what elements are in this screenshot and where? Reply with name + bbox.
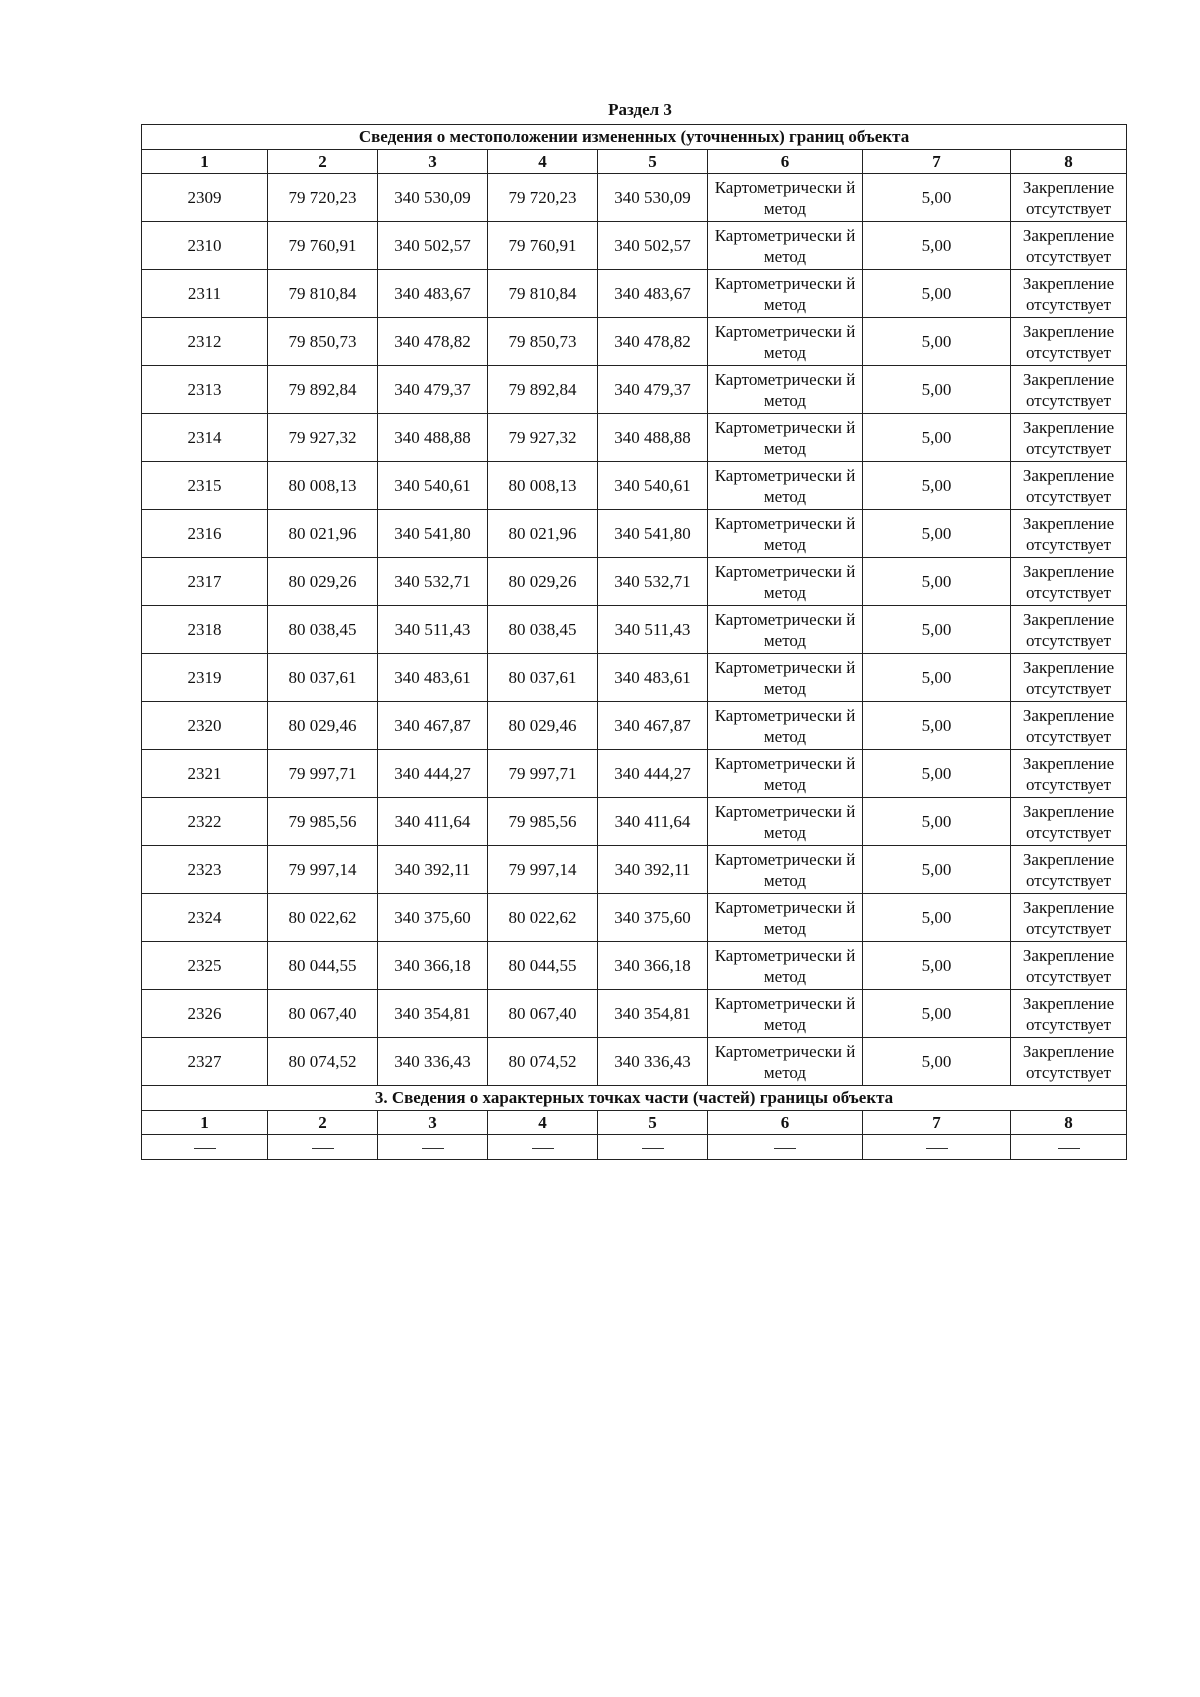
- method-cell: Картометрически й метод: [708, 702, 863, 750]
- method-cell: Картометрически й метод: [708, 894, 863, 942]
- column-number: 5: [598, 1111, 708, 1135]
- empty-cell: [1011, 1135, 1127, 1160]
- table-row: [142, 462, 1127, 510]
- table-row: [142, 558, 1127, 606]
- table-row: [142, 846, 1127, 894]
- x-coordinate-cell: 79 997,71: [268, 750, 378, 798]
- accuracy-cell: 5,00: [863, 270, 1011, 318]
- table-row: [142, 894, 1127, 942]
- fixing-cell: Закрепление отсутствует: [1011, 414, 1127, 462]
- y-coordinate-cell: 340 354,81: [598, 990, 708, 1038]
- table-row: [142, 366, 1127, 414]
- y-coordinate-cell: 340 411,64: [378, 798, 488, 846]
- accuracy-cell: 5,00: [863, 606, 1011, 654]
- x-coordinate-cell: 79 850,73: [268, 318, 378, 366]
- table-row: [142, 414, 1127, 462]
- table-row: [142, 702, 1127, 750]
- fixing-cell: Закрепление отсутствует: [1011, 318, 1127, 366]
- x-coordinate-cell: 79 927,32: [268, 414, 378, 462]
- dash-mark: [312, 1148, 334, 1149]
- empty-cell: [488, 1135, 598, 1160]
- x-coordinate-cell: 80 044,55: [488, 942, 598, 990]
- y-coordinate-cell: 340 336,43: [378, 1038, 488, 1086]
- y-coordinate-cell: 340 483,61: [378, 654, 488, 702]
- accuracy-cell: 5,00: [863, 654, 1011, 702]
- column-number: 4: [488, 1111, 598, 1135]
- x-coordinate-cell: 80 021,96: [268, 510, 378, 558]
- x-coordinate-cell: 80 021,96: [488, 510, 598, 558]
- empty-cell: [708, 1135, 863, 1160]
- subsection-title-row: [142, 1086, 1127, 1111]
- column-number: 7: [863, 150, 1011, 174]
- point-number-cell: 2315: [142, 462, 268, 510]
- y-coordinate-cell: 340 511,43: [378, 606, 488, 654]
- x-coordinate-cell: 79 927,32: [488, 414, 598, 462]
- point-number-cell: 2324: [142, 894, 268, 942]
- dash-mark: [422, 1148, 444, 1149]
- fixing-cell: Закрепление отсутствует: [1011, 558, 1127, 606]
- empty-cell: [142, 1135, 268, 1160]
- y-coordinate-cell: 340 502,57: [598, 222, 708, 270]
- x-coordinate-cell: 79 810,84: [488, 270, 598, 318]
- x-coordinate-cell: 80 074,52: [488, 1038, 598, 1086]
- point-number-cell: 2310: [142, 222, 268, 270]
- y-coordinate-cell: 340 540,61: [598, 462, 708, 510]
- accuracy-cell: 5,00: [863, 174, 1011, 222]
- accuracy-cell: 5,00: [863, 558, 1011, 606]
- x-coordinate-cell: 79 985,56: [488, 798, 598, 846]
- fixing-cell: Закрепление отсутствует: [1011, 942, 1127, 990]
- column-number-row: [142, 150, 1127, 174]
- fixing-cell: Закрепление отсутствует: [1011, 654, 1127, 702]
- accuracy-cell: 5,00: [863, 990, 1011, 1038]
- method-cell: Картометрически й метод: [708, 174, 863, 222]
- y-coordinate-cell: 340 541,80: [378, 510, 488, 558]
- accuracy-cell: 5,00: [863, 318, 1011, 366]
- method-cell: Картометрически й метод: [708, 462, 863, 510]
- table-row: [142, 750, 1127, 798]
- table-row: [142, 990, 1127, 1038]
- y-coordinate-cell: 340 541,80: [598, 510, 708, 558]
- fixing-cell: Закрепление отсутствует: [1011, 798, 1127, 846]
- point-number-cell: 2316: [142, 510, 268, 558]
- table-row: [142, 654, 1127, 702]
- y-coordinate-cell: 340 532,71: [378, 558, 488, 606]
- y-coordinate-cell: 340 488,88: [378, 414, 488, 462]
- accuracy-cell: 5,00: [863, 750, 1011, 798]
- point-number-cell: 2321: [142, 750, 268, 798]
- accuracy-cell: 5,00: [863, 510, 1011, 558]
- table-row: [142, 510, 1127, 558]
- y-coordinate-cell: 340 483,67: [378, 270, 488, 318]
- point-number-cell: 2327: [142, 1038, 268, 1086]
- column-number: 2: [268, 150, 378, 174]
- x-coordinate-cell: 79 850,73: [488, 318, 598, 366]
- table-title-row: [142, 125, 1127, 150]
- section-heading: Раздел 3: [608, 100, 672, 119]
- fixing-cell: Закрепление отсутствует: [1011, 1038, 1127, 1086]
- x-coordinate-cell: 79 997,14: [488, 846, 598, 894]
- accuracy-cell: 5,00: [863, 702, 1011, 750]
- x-coordinate-cell: 79 810,84: [268, 270, 378, 318]
- y-coordinate-cell: 340 392,11: [378, 846, 488, 894]
- fixing-cell: Закрепление отсутствует: [1011, 846, 1127, 894]
- empty-cell: [268, 1135, 378, 1160]
- y-coordinate-cell: 340 483,67: [598, 270, 708, 318]
- point-number-cell: 2314: [142, 414, 268, 462]
- column-number: 3: [378, 1111, 488, 1135]
- empty-cell: [378, 1135, 488, 1160]
- column-number: 6: [708, 1111, 863, 1135]
- y-coordinate-cell: 340 483,61: [598, 654, 708, 702]
- empty-row: [142, 1135, 1127, 1160]
- table-row: [142, 174, 1127, 222]
- method-cell: Картометрически й метод: [708, 558, 863, 606]
- point-number-cell: 2318: [142, 606, 268, 654]
- fixing-cell: Закрепление отсутствует: [1011, 222, 1127, 270]
- column-number: 3: [378, 150, 488, 174]
- point-number-cell: 2325: [142, 942, 268, 990]
- table-row: [142, 270, 1127, 318]
- fixing-cell: Закрепление отсутствует: [1011, 510, 1127, 558]
- x-coordinate-cell: 80 008,13: [268, 462, 378, 510]
- method-cell: Картометрически й метод: [708, 606, 863, 654]
- y-coordinate-cell: 340 478,82: [378, 318, 488, 366]
- method-cell: Картометрически й метод: [708, 318, 863, 366]
- method-cell: Картометрически й метод: [708, 1038, 863, 1086]
- table-row: [142, 318, 1127, 366]
- table-row: [142, 798, 1127, 846]
- accuracy-cell: 5,00: [863, 894, 1011, 942]
- accuracy-cell: 5,00: [863, 462, 1011, 510]
- x-coordinate-cell: 80 067,40: [268, 990, 378, 1038]
- x-coordinate-cell: 79 997,14: [268, 846, 378, 894]
- accuracy-cell: 5,00: [863, 798, 1011, 846]
- method-cell: Картометрически й метод: [708, 990, 863, 1038]
- dash-mark: [194, 1148, 216, 1149]
- x-coordinate-cell: 79 985,56: [268, 798, 378, 846]
- y-coordinate-cell: 340 511,43: [598, 606, 708, 654]
- fixing-cell: Закрепление отсутствует: [1011, 366, 1127, 414]
- y-coordinate-cell: 340 530,09: [598, 174, 708, 222]
- fixing-cell: Закрепление отсутствует: [1011, 990, 1127, 1038]
- point-number-cell: 2326: [142, 990, 268, 1038]
- x-coordinate-cell: 79 720,23: [488, 174, 598, 222]
- column-number: 1: [142, 150, 268, 174]
- method-cell: Картометрически й метод: [708, 510, 863, 558]
- accuracy-cell: 5,00: [863, 366, 1011, 414]
- y-coordinate-cell: 340 366,18: [378, 942, 488, 990]
- column-number: 4: [488, 150, 598, 174]
- x-coordinate-cell: 80 022,62: [488, 894, 598, 942]
- column-number: 8: [1011, 150, 1127, 174]
- x-coordinate-cell: 79 892,84: [488, 366, 598, 414]
- x-coordinate-cell: 79 997,71: [488, 750, 598, 798]
- column-number: 8: [1011, 1111, 1127, 1135]
- point-number-cell: 2312: [142, 318, 268, 366]
- column-number: 7: [863, 1111, 1011, 1135]
- y-coordinate-cell: 340 467,87: [598, 702, 708, 750]
- method-cell: Картометрически й метод: [708, 366, 863, 414]
- y-coordinate-cell: 340 366,18: [598, 942, 708, 990]
- method-cell: Картометрически й метод: [708, 414, 863, 462]
- x-coordinate-cell: 80 029,46: [488, 702, 598, 750]
- y-coordinate-cell: 340 530,09: [378, 174, 488, 222]
- point-number-cell: 2313: [142, 366, 268, 414]
- accuracy-cell: 5,00: [863, 942, 1011, 990]
- method-cell: Картометрически й метод: [708, 270, 863, 318]
- column-number: 6: [708, 150, 863, 174]
- y-coordinate-cell: 340 478,82: [598, 318, 708, 366]
- fixing-cell: Закрепление отсутствует: [1011, 606, 1127, 654]
- table-row: [142, 1038, 1127, 1086]
- column-number: 5: [598, 150, 708, 174]
- y-coordinate-cell: 340 375,60: [378, 894, 488, 942]
- method-cell: Картометрически й метод: [708, 846, 863, 894]
- method-cell: Картометрически й метод: [708, 654, 863, 702]
- x-coordinate-cell: 80 029,26: [488, 558, 598, 606]
- y-coordinate-cell: 340 540,61: [378, 462, 488, 510]
- column-number: 1: [142, 1111, 268, 1135]
- fixing-cell: Закрепление отсутствует: [1011, 462, 1127, 510]
- accuracy-cell: 5,00: [863, 846, 1011, 894]
- boundary-coordinates-table: [141, 124, 1127, 1160]
- point-number-cell: 2319: [142, 654, 268, 702]
- y-coordinate-cell: 340 444,27: [378, 750, 488, 798]
- point-number-cell: 2311: [142, 270, 268, 318]
- dash-mark: [642, 1148, 664, 1149]
- y-coordinate-cell: 340 375,60: [598, 894, 708, 942]
- x-coordinate-cell: 80 029,26: [268, 558, 378, 606]
- method-cell: Картометрически й метод: [708, 798, 863, 846]
- dash-mark: [926, 1148, 948, 1149]
- accuracy-cell: 5,00: [863, 1038, 1011, 1086]
- x-coordinate-cell: 79 892,84: [268, 366, 378, 414]
- x-coordinate-cell: 80 037,61: [488, 654, 598, 702]
- y-coordinate-cell: 340 488,88: [598, 414, 708, 462]
- x-coordinate-cell: 80 008,13: [488, 462, 598, 510]
- subsection-title: 3. Сведения о характерных точках части (частей) границы объекта: [142, 1086, 1127, 1111]
- y-coordinate-cell: 340 336,43: [598, 1038, 708, 1086]
- method-cell: Картометрически й метод: [708, 222, 863, 270]
- x-coordinate-cell: 80 029,46: [268, 702, 378, 750]
- empty-cell: [863, 1135, 1011, 1160]
- table-row: [142, 222, 1127, 270]
- x-coordinate-cell: 80 074,52: [268, 1038, 378, 1086]
- x-coordinate-cell: 79 760,91: [488, 222, 598, 270]
- y-coordinate-cell: 340 411,64: [598, 798, 708, 846]
- accuracy-cell: 5,00: [863, 414, 1011, 462]
- y-coordinate-cell: 340 479,37: [598, 366, 708, 414]
- table-body: [142, 125, 1127, 1160]
- fixing-cell: Закрепление отсутствует: [1011, 750, 1127, 798]
- point-number-cell: 2320: [142, 702, 268, 750]
- x-coordinate-cell: 80 022,62: [268, 894, 378, 942]
- y-coordinate-cell: 340 354,81: [378, 990, 488, 1038]
- x-coordinate-cell: 79 760,91: [268, 222, 378, 270]
- dash-mark: [532, 1148, 554, 1149]
- y-coordinate-cell: 340 532,71: [598, 558, 708, 606]
- point-number-cell: 2309: [142, 174, 268, 222]
- table-title: Сведения о местоположении измененных (уточненных) границ объекта: [142, 125, 1127, 150]
- fixing-cell: Закрепление отсутствует: [1011, 174, 1127, 222]
- y-coordinate-cell: 340 502,57: [378, 222, 488, 270]
- point-number-cell: 2322: [142, 798, 268, 846]
- method-cell: Картометрически й метод: [708, 942, 863, 990]
- x-coordinate-cell: 80 067,40: [488, 990, 598, 1038]
- point-number-cell: 2317: [142, 558, 268, 606]
- x-coordinate-cell: 80 044,55: [268, 942, 378, 990]
- x-coordinate-cell: 80 037,61: [268, 654, 378, 702]
- point-number-cell: 2323: [142, 846, 268, 894]
- table-row: [142, 606, 1127, 654]
- table-row: [142, 942, 1127, 990]
- y-coordinate-cell: 340 444,27: [598, 750, 708, 798]
- empty-cell: [598, 1135, 708, 1160]
- column-number: 2: [268, 1111, 378, 1135]
- y-coordinate-cell: 340 479,37: [378, 366, 488, 414]
- x-coordinate-cell: 80 038,45: [488, 606, 598, 654]
- fixing-cell: Закрепление отсутствует: [1011, 270, 1127, 318]
- accuracy-cell: 5,00: [863, 222, 1011, 270]
- y-coordinate-cell: 340 467,87: [378, 702, 488, 750]
- x-coordinate-cell: 80 038,45: [268, 606, 378, 654]
- dash-mark: [774, 1148, 796, 1149]
- fixing-cell: Закрепление отсутствует: [1011, 894, 1127, 942]
- dash-mark: [1058, 1148, 1080, 1149]
- subsection-column-number-row: [142, 1111, 1127, 1135]
- method-cell: Картометрически й метод: [708, 750, 863, 798]
- x-coordinate-cell: 79 720,23: [268, 174, 378, 222]
- y-coordinate-cell: 340 392,11: [598, 846, 708, 894]
- fixing-cell: Закрепление отсутствует: [1011, 702, 1127, 750]
